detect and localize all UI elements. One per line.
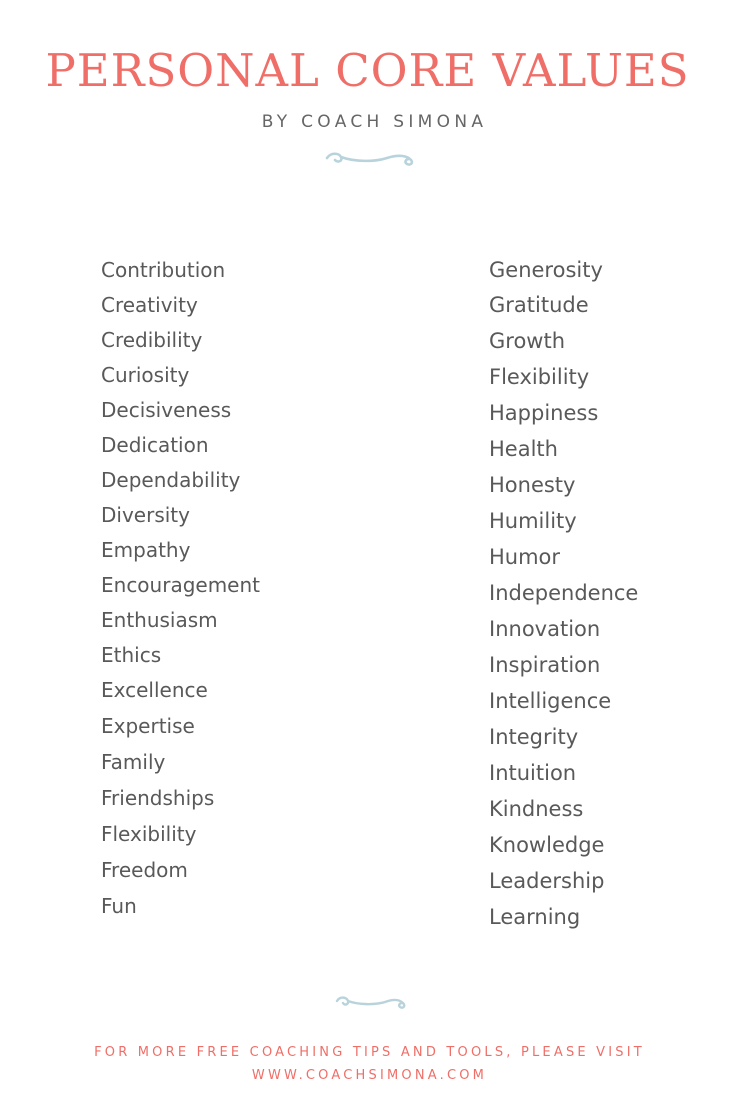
value-item: Friendships xyxy=(101,786,215,810)
flourish-divider-top xyxy=(325,150,417,170)
flourish-divider-bottom xyxy=(335,994,409,1014)
author-byline: BY COACH SIMONA xyxy=(261,112,488,132)
value-item: Decisiveness xyxy=(101,398,232,422)
value-item: Flexibility xyxy=(489,365,590,389)
value-item: Encouragement xyxy=(101,573,261,597)
value-item: Contribution xyxy=(101,258,226,282)
value-item: Freedom xyxy=(101,858,188,882)
value-item: Dedication xyxy=(101,433,209,457)
value-item: Dependability xyxy=(101,468,241,492)
value-item: Health xyxy=(489,437,558,461)
value-item: Fun xyxy=(101,894,137,918)
footer-tagline: FOR MORE FREE COACHING TIPS AND TOOLS, PLEASE VISIT xyxy=(94,1045,645,1060)
value-item: Credibility xyxy=(101,328,203,352)
value-item: Expertise xyxy=(101,714,195,738)
value-item: Growth xyxy=(489,329,566,353)
value-item: Generosity xyxy=(489,258,603,282)
value-item: Kindness xyxy=(489,797,584,821)
value-item: Excellence xyxy=(101,678,208,702)
value-item: Creativity xyxy=(101,293,198,317)
value-item: Intelligence xyxy=(489,689,612,713)
value-item: Independence xyxy=(489,581,639,605)
value-item: Intuition xyxy=(489,761,577,785)
value-item: Ethics xyxy=(101,643,162,667)
value-item: Learning xyxy=(489,905,581,929)
page-title: PERSONAL CORE VALUES xyxy=(45,44,690,97)
footer-website: WWW.COACHSIMONA.COM xyxy=(251,1068,488,1083)
value-item: Diversity xyxy=(101,503,190,527)
values-list-left xyxy=(101,260,260,932)
value-item: Empathy xyxy=(101,538,191,562)
value-item: Honesty xyxy=(489,473,576,497)
values-list-right xyxy=(489,260,638,943)
value-item: Innovation xyxy=(489,617,601,641)
value-item: Leadership xyxy=(489,869,605,893)
value-item: Integrity xyxy=(489,725,579,749)
value-item: Curiosity xyxy=(101,363,190,387)
value-item: Humor xyxy=(489,545,561,569)
value-item: Happiness xyxy=(489,401,599,425)
value-item: Flexibility xyxy=(101,822,197,846)
value-item: Enthusiasm xyxy=(101,608,218,632)
value-item: Gratitude xyxy=(489,293,589,317)
value-item: Family xyxy=(101,750,166,774)
value-item: Humility xyxy=(489,509,577,533)
value-item: Inspiration xyxy=(489,653,601,677)
value-item: Knowledge xyxy=(489,833,605,857)
